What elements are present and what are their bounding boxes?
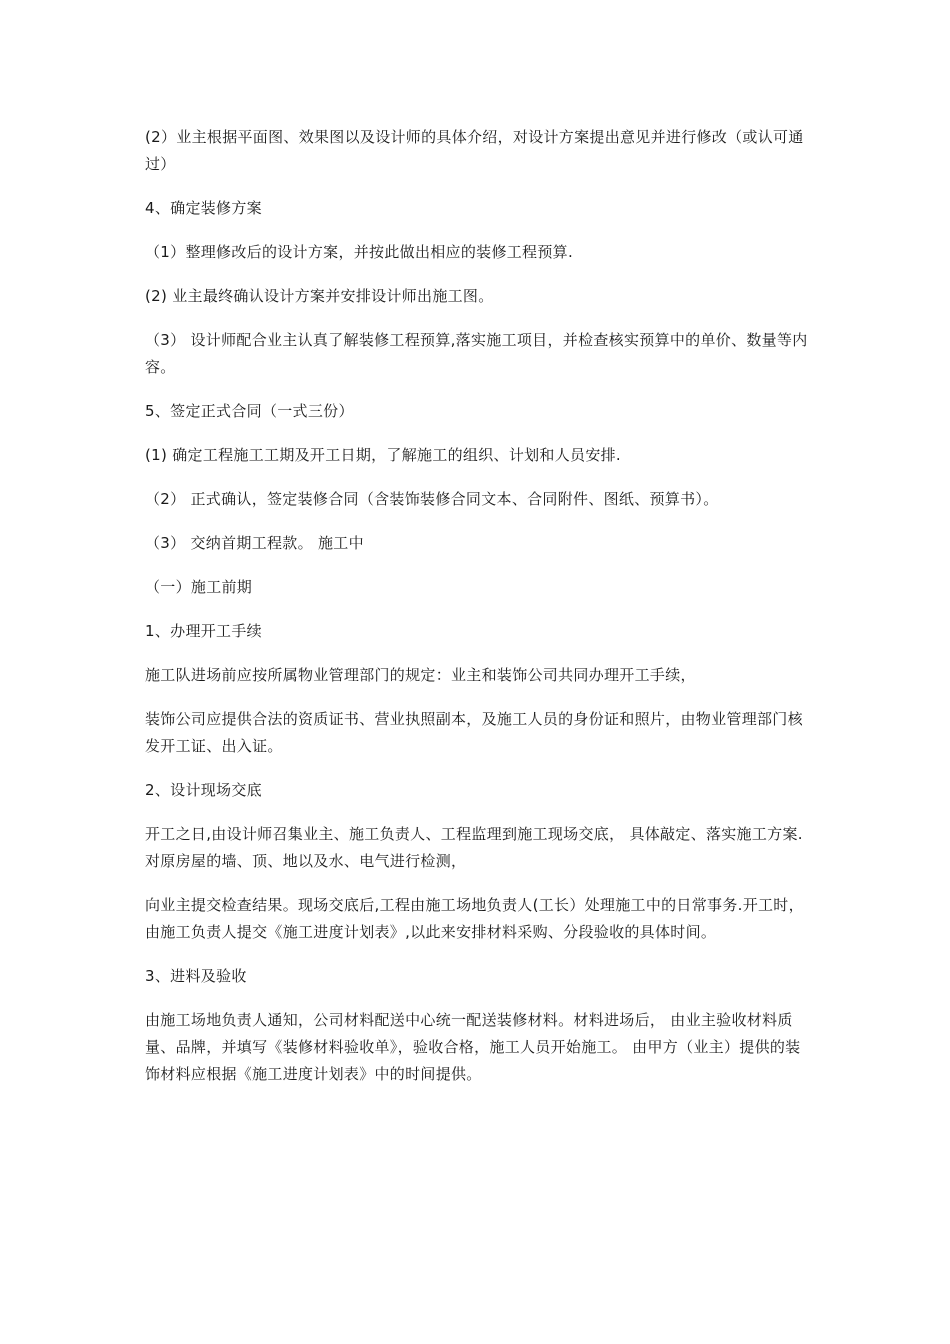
paragraph-confirm-plan-3: （3） 设计师配合业主认真了解装修工程预算,落实施工项目，并检查核实预算中的单价、数量等内容。 bbox=[145, 331, 808, 376]
heading-sign-contract: 5、签定正式合同（一式三份） bbox=[145, 402, 354, 420]
paragraph-confirm-plan-1: （1）整理修改后的设计方案，并按此做出相应的装修工程预算. bbox=[145, 243, 574, 261]
heading-pre-construction: （一）施工前期 bbox=[145, 578, 253, 596]
paragraph-permit-2: 装饰公司应提供合法的资质证书、营业执照副本，及施工人员的身份证和照片，由物业管理部门核发开工证、出入证。 bbox=[145, 710, 803, 755]
paragraph-permit-1: 施工队进场前应按所属物业管理部门的规定：业主和装饰公司共同办理开工手续， bbox=[145, 666, 696, 684]
paragraph-handover-1: 开工之日,由设计师召集业主、施工负责人、工程监理到施工现场交底， 具体敲定、落实施工方案.对原房屋的墙、顶、地以及水、电气进行检测， bbox=[145, 825, 803, 870]
heading-confirm-plan: 4、确定装修方案 bbox=[145, 199, 262, 217]
paragraph-confirm-plan-2: (2) 业主最终确认设计方案并安排设计师出施工图。 bbox=[145, 287, 494, 305]
paragraph-contract-3: （3） 交纳首期工程款。 施工中 bbox=[145, 534, 364, 552]
paragraph-handover-2: 向业主提交检查结果。现场交底后,工程由施工场地负责人(工长）处理施工中的日常事务.开工时，由施工负责人提交《施工进度计划表》,以此来安排材料采购、分段验收的具体时间。 bbox=[145, 896, 804, 941]
paragraph-materials: 由施工场地负责人通知，公司材料配送中心统一配送装修材料。材料进场后， 由业主验收材料质量、品牌，并填写《装修材料验收单》，验收合格，施工人员开始施工。 由甲方（业主）提供的装饰材料应根据《施工进度计划表》中的时间提供。 bbox=[145, 1011, 801, 1083]
heading-site-handover: 2、设计现场交底 bbox=[145, 781, 262, 799]
paragraph-owner-review: (2）业主根据平面图、效果图以及设计师的具体介绍，对设计方案提出意见并进行修改（或认可通过） bbox=[145, 128, 804, 173]
paragraph-contract-1: (1) 确定工程施工工期及开工日期，了解施工的组织、计划和人员安排. bbox=[145, 446, 621, 464]
heading-permit: 1、办理开工手续 bbox=[145, 622, 262, 640]
document-body bbox=[145, 124, 810, 1105]
heading-materials: 3、进料及验收 bbox=[145, 967, 247, 985]
paragraph-contract-2: （2） 正式确认，签定装修合同（含装饰装修合同文本、合同附件、图纸、预算书）。 bbox=[145, 490, 719, 508]
